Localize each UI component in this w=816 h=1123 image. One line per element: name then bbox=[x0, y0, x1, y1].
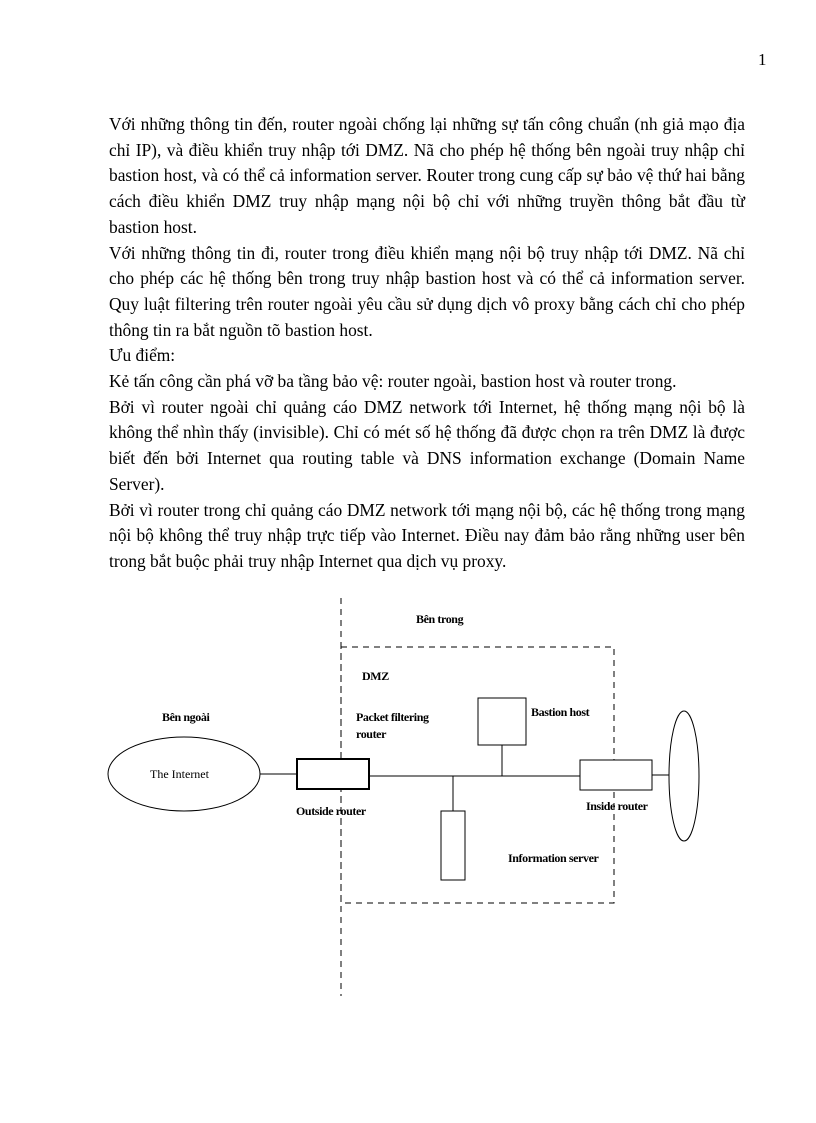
outside-router-label: Outside router bbox=[296, 804, 366, 818]
page-number: 1 bbox=[758, 50, 767, 69]
advantage-proxy-required: Bởi vì router trong chỉ quảng cáo DMZ network tới mạng nội bộ, các hệ thống trong mạng nội bộ không thể truy nhập trực tiếp vào Internet. Điều nay đảm bảo rằng những user bên trong bắt buộc phải truy nhập Internet qua dịch vụ proxy. bbox=[109, 499, 745, 571]
bastion-host-label: Bastion host bbox=[531, 705, 590, 719]
information-server-box bbox=[441, 811, 465, 880]
advantage-three-layers: Kẻ tấn công cần phá vỡ ba tầng bảo vệ: router ngoài, bastion host và router trong. bbox=[109, 371, 677, 392]
dmz-label: DMZ bbox=[362, 669, 389, 683]
outside-label: Bên ngoài bbox=[162, 710, 210, 724]
inside-label: Bên trong bbox=[416, 612, 464, 626]
paragraph-incoming: Với những thông tin đến, router ngoài chống lại những sự tấn công chuẩn (nh giả mạo địa chỉ IP), và điều khiển truy nhập tới DMZ. Nã cho phép hệ thống bên ngoài truy nhập chỉ bastion host, và có thể cả information server. Router trong cung cấp sự bảo vệ thứ hai bằng cách điều khiển DMZ truy nhập mạng nội bộ chỉ với những truyền thông bắt đầu từ bastion host. bbox=[109, 114, 745, 237]
paragraph-outgoing: Với những thông tin đi, router trong điều khiển mạng nội bộ truy nhập tới DMZ. Nã chỉ cho phép các hệ thống bên trong truy nhập bastion host và có thể cả information server. Quy luật filtering trên router ngoài yêu cầu sử dụng dịch vô proxy bằng cách chỉ cho phép thông tin ra bắt nguồn tõ bastion host. bbox=[109, 242, 745, 340]
inside-router-box bbox=[580, 760, 652, 790]
packet-filter-label-line2: router bbox=[356, 727, 387, 741]
inside-router-label: Inside router bbox=[586, 799, 648, 813]
internet-label: The Internet bbox=[150, 767, 209, 781]
packet-filter-label-line1: Packet filtering bbox=[356, 710, 429, 724]
bastion-host-box bbox=[478, 698, 526, 745]
advantage-invisible-network: Bởi vì router ngoài chỉ quảng cáo DMZ network tới Internet, hệ thống mạng nội bộ là không thể nhìn thấy (invisible). Chỉ có mét số hệ thống đã được chọn ra trên DMZ là được biết đến bởi Internet qua routing table và DNS information exchange (Domain Name Server). bbox=[109, 396, 745, 494]
advantages-heading: Ưu điểm: bbox=[109, 345, 176, 366]
internal-network-ellipse bbox=[669, 711, 699, 841]
outside-router-box bbox=[297, 759, 369, 789]
information-server-label: Information server bbox=[508, 851, 599, 865]
